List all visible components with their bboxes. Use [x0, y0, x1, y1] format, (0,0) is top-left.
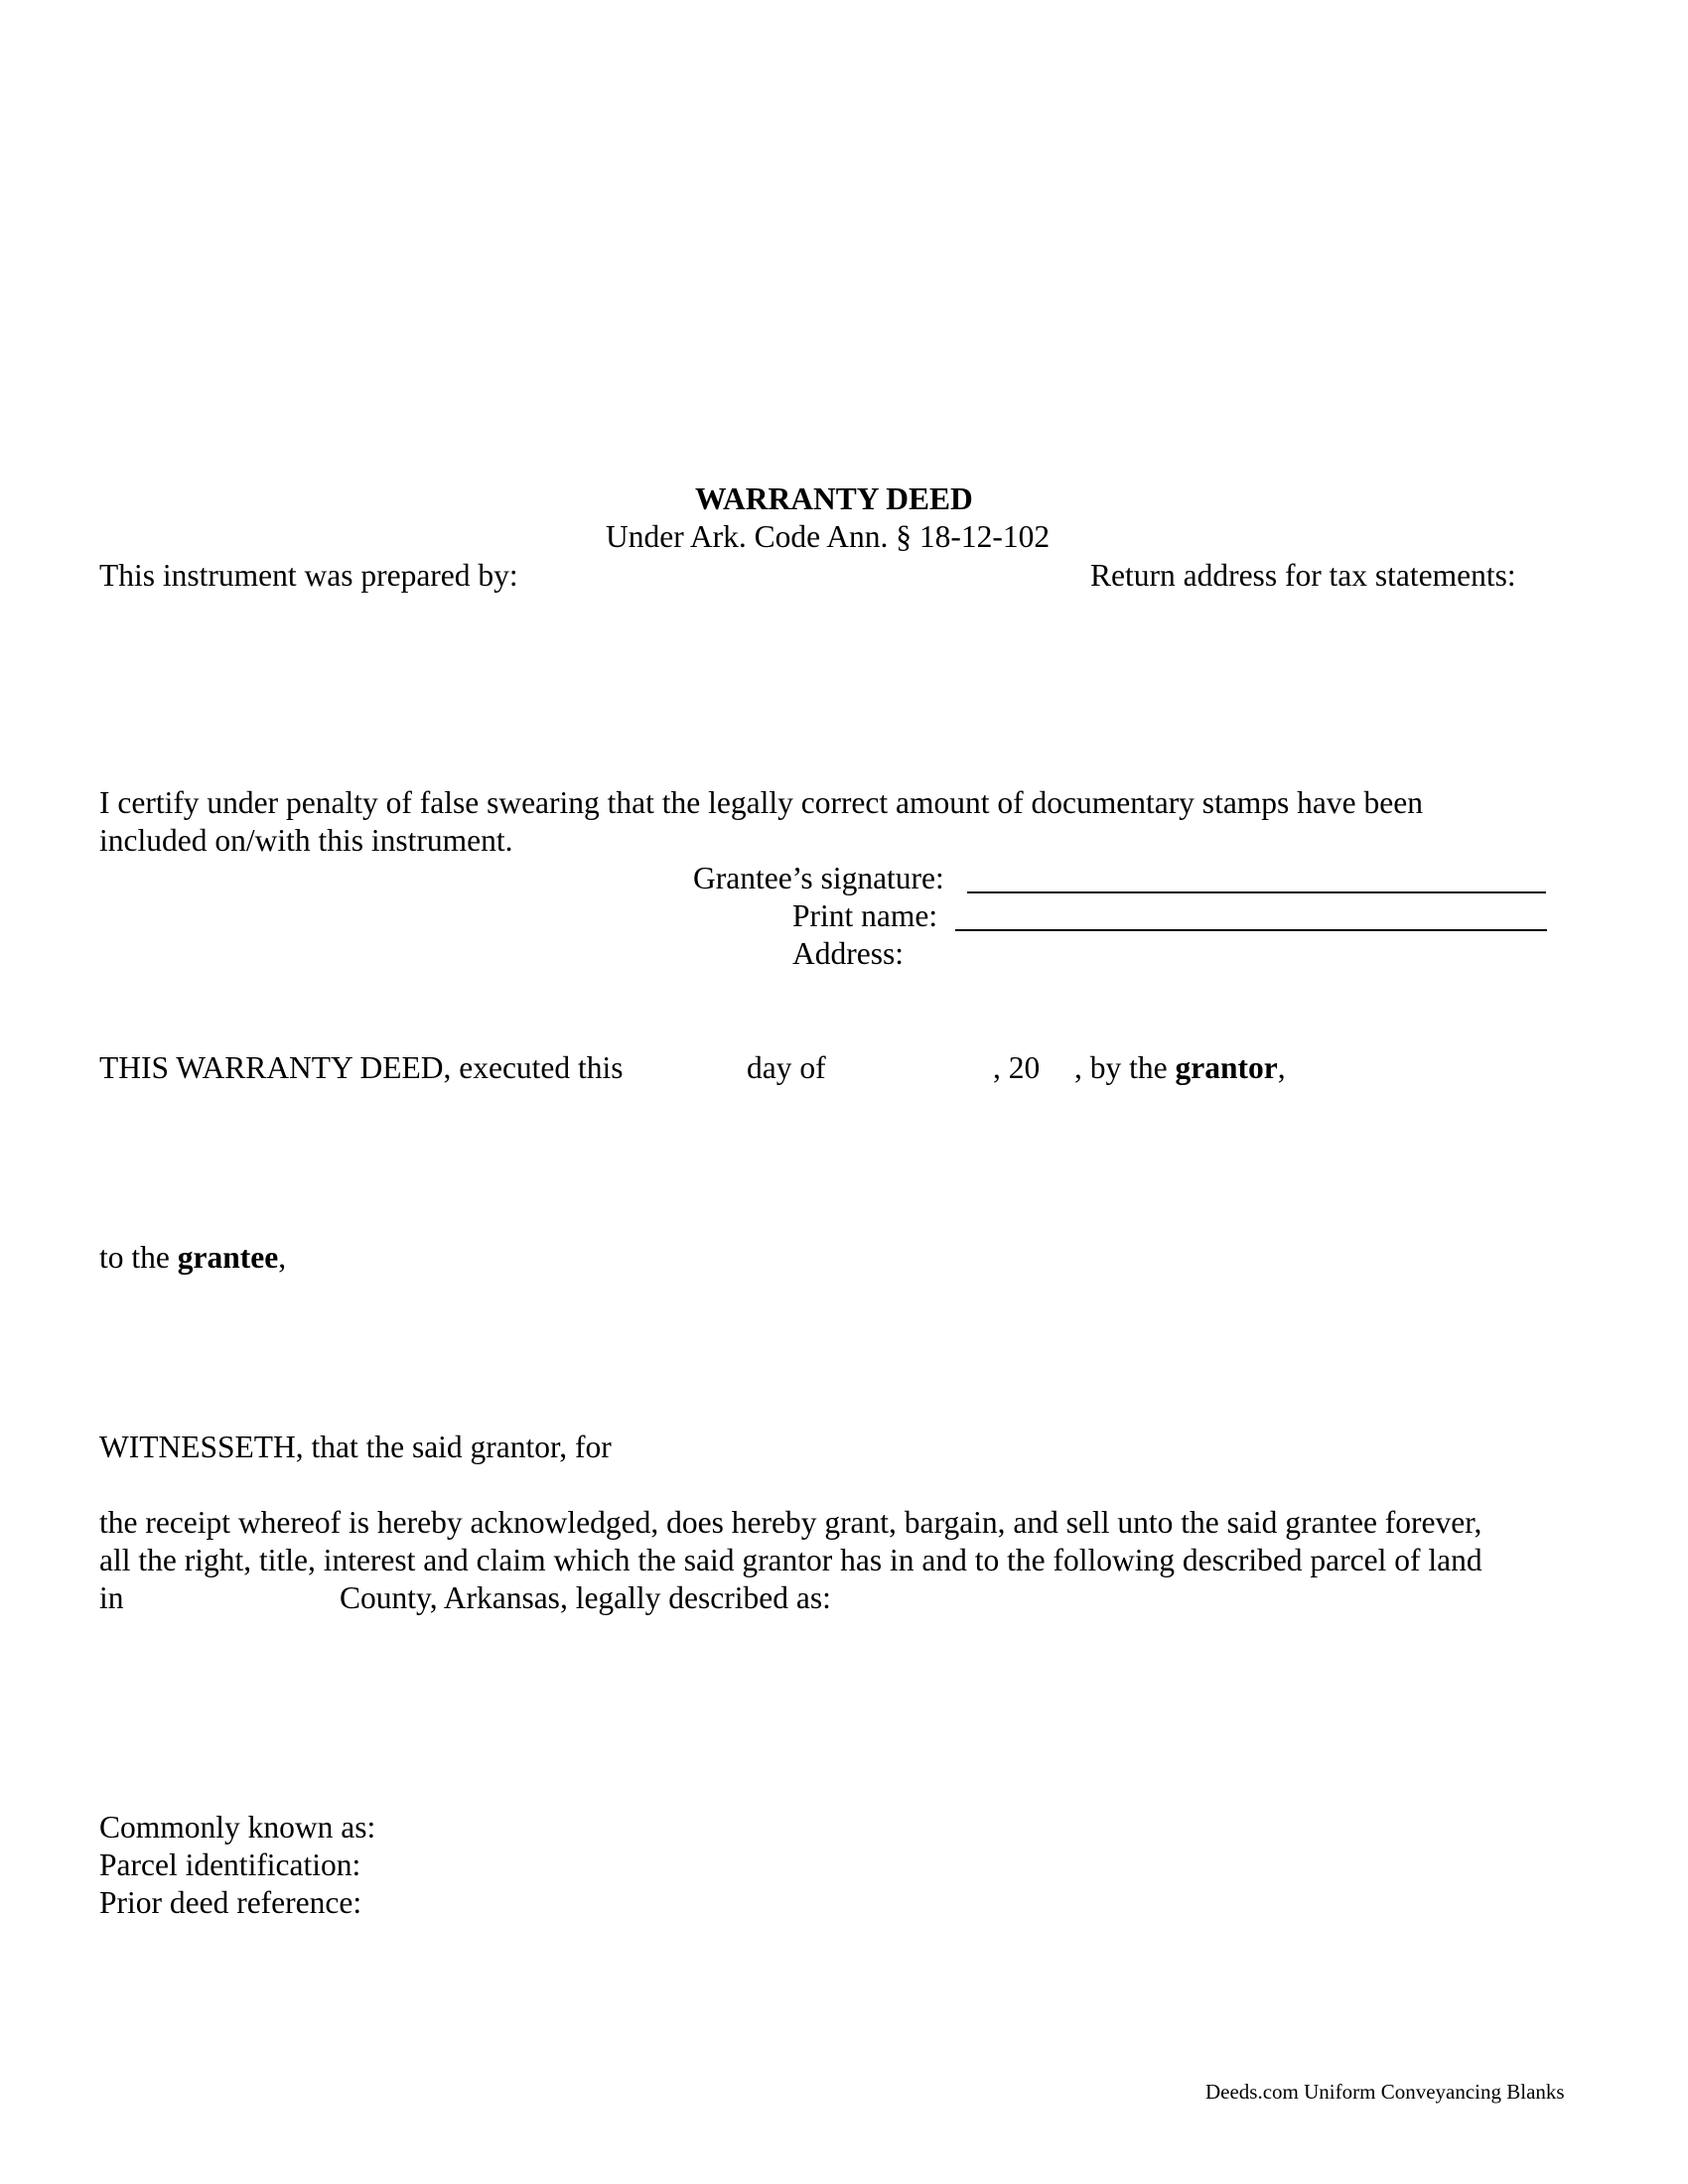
prepared-by-label: This instrument was prepared by: [99, 558, 518, 593]
conveyance-county: County, Arkansas, legally described as: [340, 1580, 831, 1615]
print-name-line[interactable] [955, 929, 1547, 931]
prior-deed-label: Prior deed reference: [99, 1885, 362, 1920]
witnesseth-line: WITNESSETH, that the said grantor, for [99, 1430, 612, 1464]
grantee-line [99, 1239, 286, 1277]
execution-grantor [1074, 1049, 1286, 1087]
execution-intro: THIS WARRANTY DEED, executed this [99, 1050, 624, 1085]
address-label: Address: [792, 936, 904, 971]
print-name-label: Print name: [792, 898, 938, 933]
conveyance-in: in [99, 1580, 124, 1615]
grantee-signature-line[interactable] [967, 891, 1546, 893]
grantee-word: grantee [177, 1240, 279, 1275]
parcel-id-label: Parcel identification: [99, 1847, 361, 1882]
grantor-word: grantor [1175, 1050, 1278, 1085]
by-the-text: , by the [1074, 1050, 1168, 1085]
certification-line-1: I certify under penalty of false swearing that the legally correct amount of documentary stamps have been [99, 785, 1423, 820]
return-address-label: Return address for tax statements: [1090, 558, 1516, 593]
certification-line-2: included on/with this instrument. [99, 823, 513, 858]
conveyance-line-1: the receipt whereof is hereby acknowledged, does hereby grant, bargain, and sell unto the said grantee forever, [99, 1505, 1482, 1540]
footer-credit: Deeds.com Uniform Conveyancing Blanks [1205, 2080, 1565, 2104]
grantor-comma: , [1277, 1050, 1286, 1085]
grantee-signature-label: Grantee’s signature: [693, 861, 944, 895]
execution-year: , 20 [993, 1050, 1041, 1085]
execution-day-of: day of [747, 1050, 826, 1085]
conveyance-line-2: all the right, title, interest and claim which the said grantor has in and to the following described parcel of land [99, 1543, 1482, 1577]
document-title: WARRANTY DEED [695, 481, 973, 516]
to-the-text: to the [99, 1240, 170, 1275]
grantee-comma: , [278, 1240, 287, 1275]
commonly-known-label: Commonly known as: [99, 1810, 376, 1844]
statute-subtitle: Under Ark. Code Ann. § 18-12-102 [606, 519, 1051, 554]
